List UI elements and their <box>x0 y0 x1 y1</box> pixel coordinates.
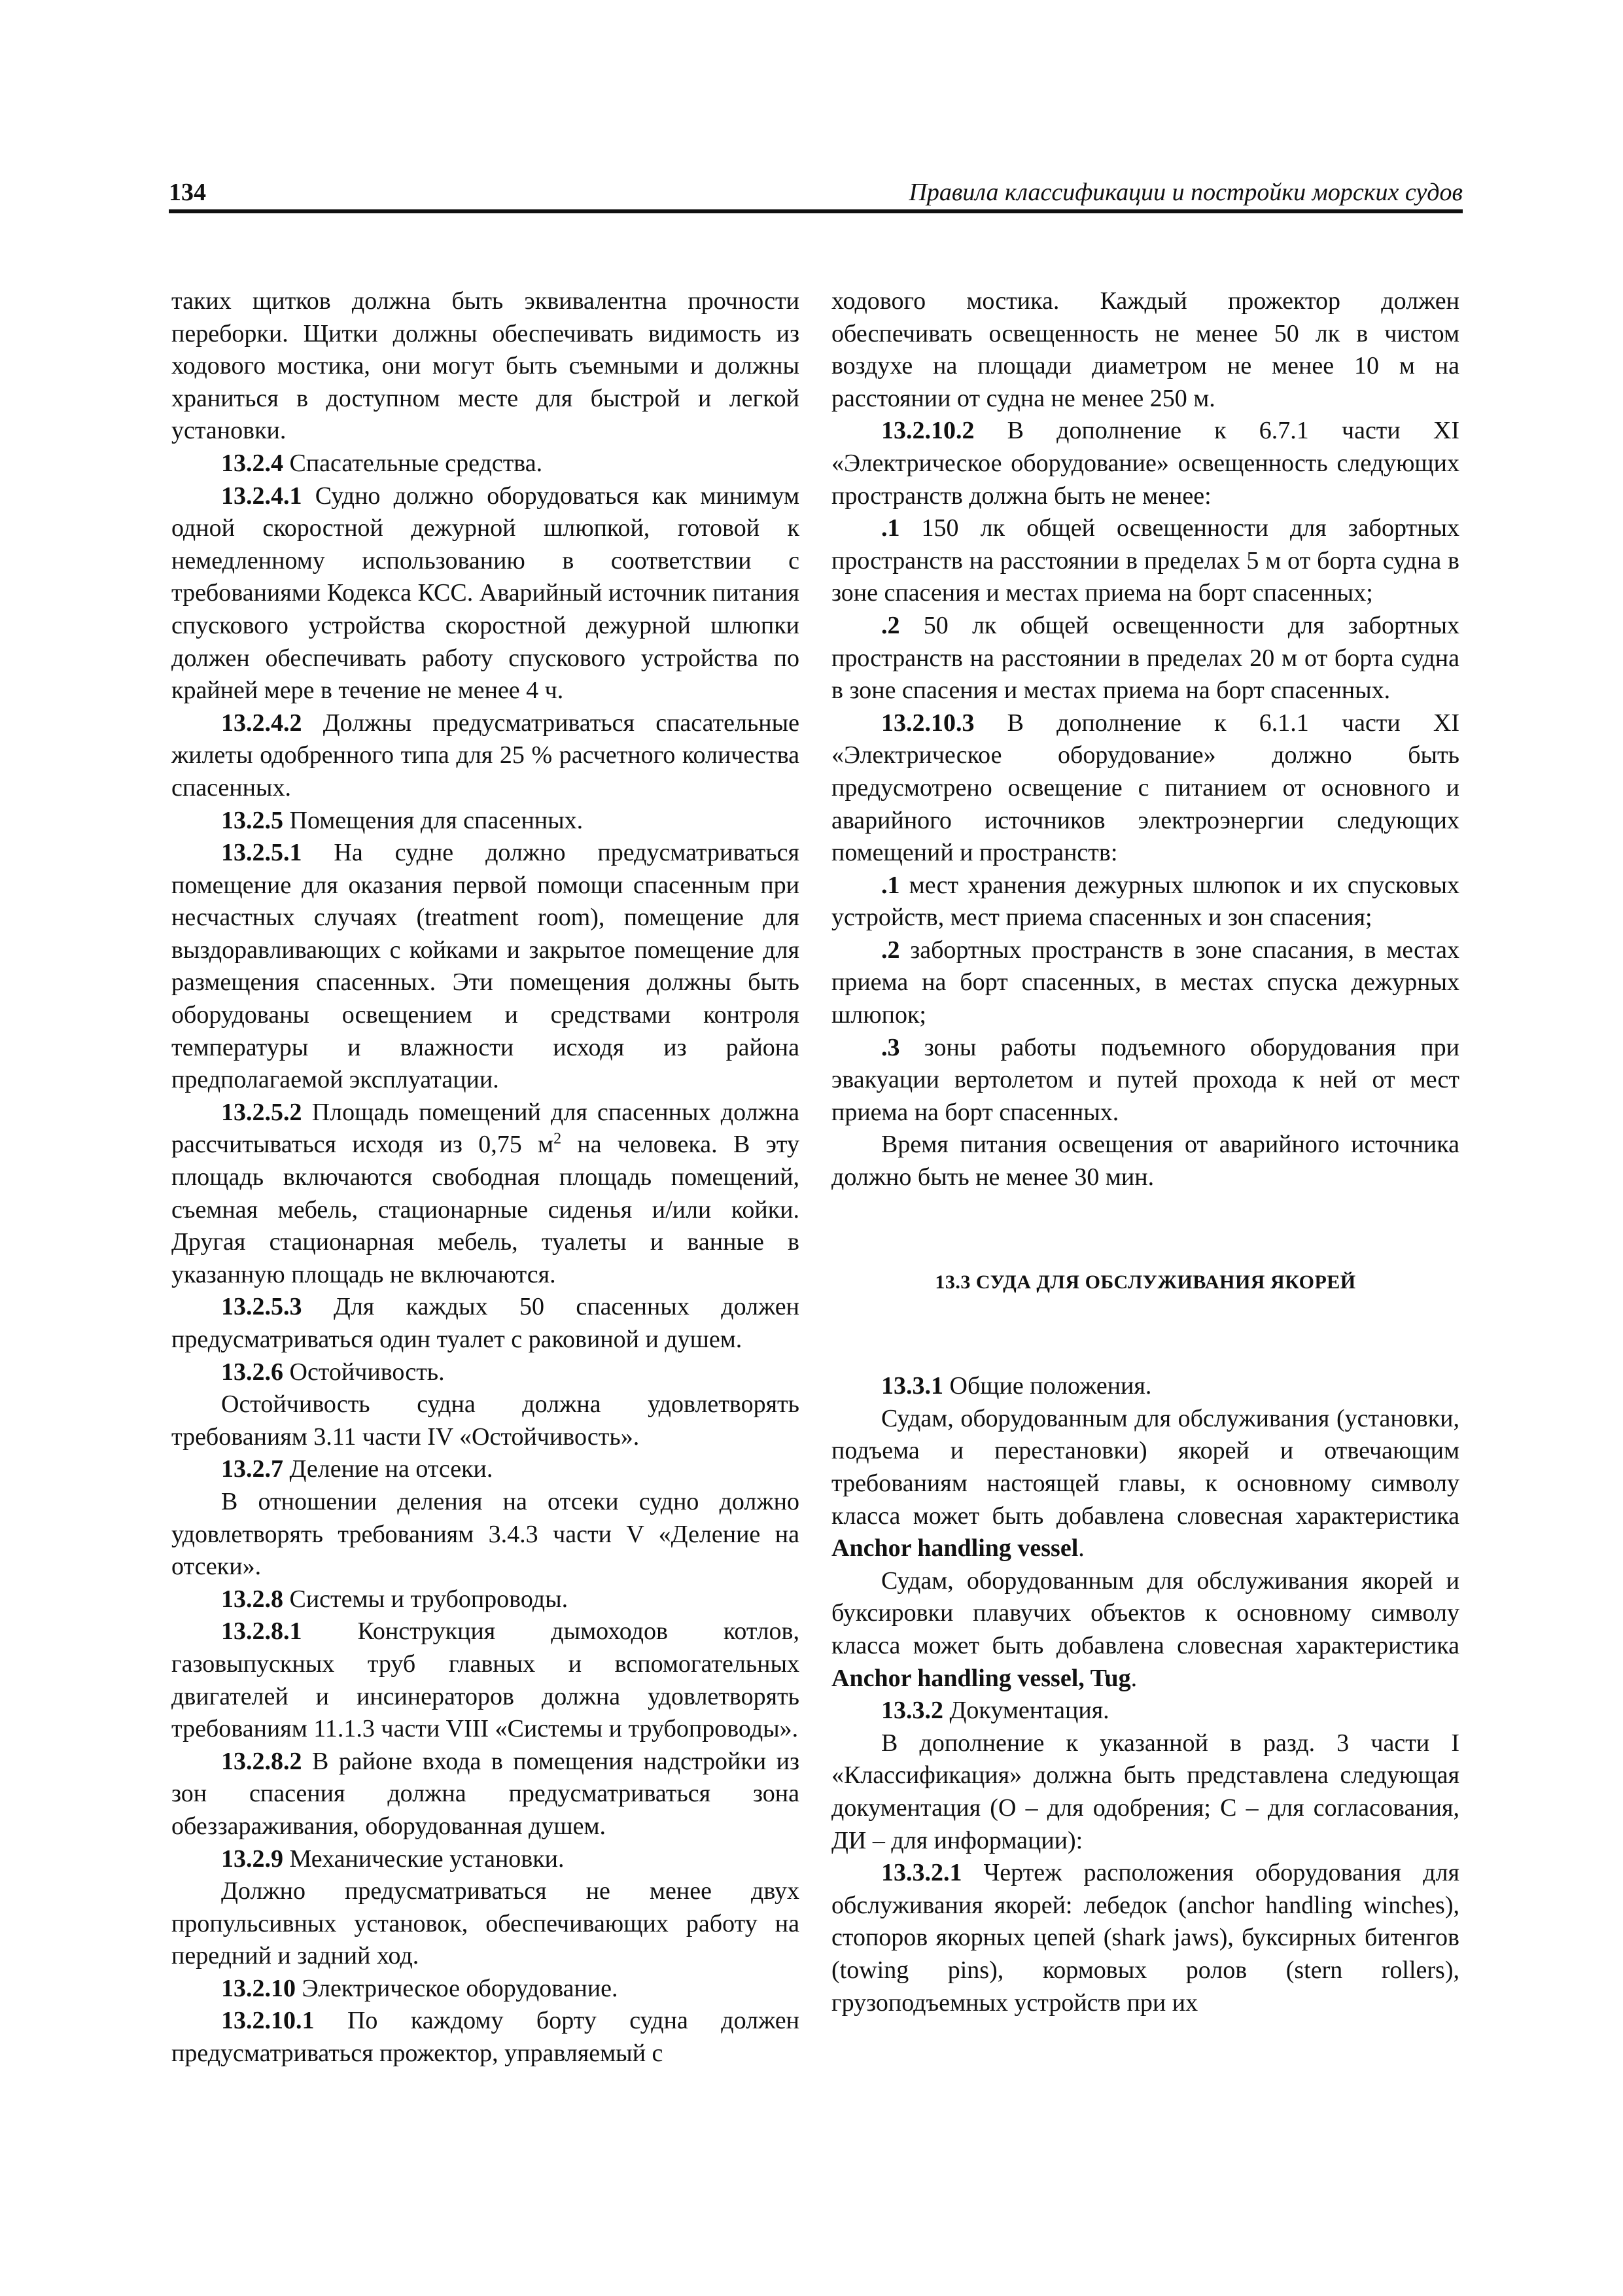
text-run: . <box>1078 1534 1085 1563</box>
running-title: Правила классификации и постройки морских судов <box>909 179 1463 206</box>
bold-text: 13.2.10.3 <box>881 709 975 737</box>
bold-text: 13.2.4.1 <box>221 482 302 510</box>
bold-text: 13.2.8 <box>221 1585 283 1613</box>
bold-text: 13.2.9 <box>221 1845 283 1873</box>
paragraph <box>171 1746 799 1843</box>
bold-text: 13.3.2.1 <box>881 1859 962 1887</box>
paragraph <box>831 1727 1459 1857</box>
paragraph <box>831 707 1459 870</box>
text-run: Помещения для спасенных. <box>283 806 584 834</box>
text-run: Механические установки. <box>283 1845 565 1873</box>
paragraph <box>831 1129 1459 1193</box>
text-run: Общие положения. <box>943 1372 1152 1400</box>
text-run: На судне должно предусматриваться помещение для оказания первой помощи спасенным при несчастных случаях (treatment room), помещение для выздоравливающих с койками и закрытое помещение для размещения спасенных. Эти помещения должны быть оборудованы освещением и средствами контроля температуры и влажности исходя из района предполагаемой эксплуатации. <box>171 839 799 1094</box>
paragraph <box>171 1616 799 1745</box>
text-run: забортных пространств в зоне спасания, в местах приема на борт спасенных, в местах спуска дежурных шлюпок; <box>831 936 1459 1029</box>
text-run: Время питания освещения от аварийного источника должно быть не менее 30 мин. <box>831 1131 1459 1192</box>
bold-text: 13.2.5.2 <box>221 1098 302 1126</box>
bold-text: .1 <box>881 514 900 542</box>
section-title: 13.3 СУДА ДЛЯ ОБСЛУЖИВАНИЯ ЯКОРЕЙ <box>935 1271 1356 1293</box>
text-run: Системы и трубопроводы. <box>283 1585 568 1613</box>
text-run: зоны работы подъемного оборудования при эвакуации вертолетом и путей прохода к ней от мест приема на борт спасенных. <box>831 1033 1459 1126</box>
right-column-bottom <box>831 1370 1459 2019</box>
text-run: Остойчивость судна должна удовлетворять требованиям 3.11 части IV «Остойчивость». <box>171 1390 799 1451</box>
paragraph <box>171 1583 799 1616</box>
bold-text: 13.2.4.2 <box>221 709 302 737</box>
text-run: мест хранения дежурных шлюпок и их спусковых устройств, мест приема спасенных и зон спасения; <box>831 871 1459 932</box>
bold-text: .2 <box>881 936 900 964</box>
paragraph <box>171 448 799 480</box>
text-run: Остойчивость. <box>283 1358 445 1386</box>
right-column <box>831 285 1459 2019</box>
bold-text: 13.2.10.1 <box>221 2007 315 2035</box>
text-run: В отношении деления на отсеки судно должно удовлетворять требованиям 3.4.3 части V «Деление на отсеки». <box>171 1487 799 1581</box>
bold-text: .3 <box>881 1033 900 1061</box>
paragraph <box>171 1388 799 1453</box>
paragraph <box>171 1097 799 1292</box>
paragraph <box>171 1973 799 2005</box>
paragraph <box>171 285 799 448</box>
bold-text: 13.2.4 <box>221 449 283 477</box>
bold-text: 13.2.10.2 <box>881 417 975 445</box>
paragraph <box>831 1565 1459 1695</box>
paragraph <box>831 870 1459 934</box>
paragraph <box>171 1356 799 1389</box>
bold-text: 13.3.1 <box>881 1372 943 1400</box>
bold-text: 13.2.8.2 <box>221 1747 302 1775</box>
text-run: В районе входа в помещения надстройки из зон спасения должна предусматриваться зона обеззараживания, оборудованная душем. <box>171 1747 799 1840</box>
paragraph <box>171 707 799 805</box>
bold-text: 13.2.7 <box>221 1455 283 1483</box>
paragraph <box>831 1695 1459 1727</box>
paragraph <box>831 285 1459 415</box>
text-run: ходового мостика. Каждый прожектор должен обеспечивать освещенность не менее 50 лк в чистом воздухе на площади диаметром не менее 10 м на расстоянии от судна не менее 250 м. <box>831 287 1459 412</box>
bold-text: 13.3.2 <box>881 1697 943 1725</box>
paragraph <box>171 1453 799 1486</box>
text-run: В дополнение к 6.1.1 части XI «Электрическое оборудование» должно быть предусмотрено освещение с питанием от основного и аварийного источников электроэнергии следующих помещений и пространств: <box>831 709 1459 867</box>
paragraph <box>831 1032 1459 1129</box>
text-run: Для каждых 50 спасенных должен предусматриваться один туалет с раковиной и душем. <box>171 1293 799 1353</box>
text-run: По каждому борту судна должен предусматриваться прожектор, управляемый с <box>171 2007 799 2068</box>
paragraph <box>831 610 1459 707</box>
paragraph <box>831 1370 1459 1403</box>
text-run: Площадь помещений для спасенных должна рассчитываться исходя из 0,75 м <box>171 1098 799 1159</box>
page-header <box>169 175 1463 213</box>
bold-text: 13.2.6 <box>221 1358 283 1386</box>
text-run: 50 лк общей освещенности для забортных пространств на расстоянии в пределах 20 м от борта судна в зоне спасения и местах приема на борт спасенных. <box>831 611 1459 705</box>
paragraph <box>171 1291 799 1356</box>
text-run: Чертеж расположения оборудования для обслуживания якорей: лебедок (anchor handling winches), стопоров якорных цепей (shark jaws), буксирных битенгов (towing pins), кормовых ролов (stern rollers), грузоподъемных устройств при их <box>831 1859 1459 2017</box>
paragraph <box>171 805 799 838</box>
left-column <box>171 285 799 2070</box>
paragraph <box>171 480 799 707</box>
right-column-top <box>831 285 1459 1194</box>
bold-text: 13.2.5 <box>221 806 283 834</box>
text-run: Судно должно оборудоваться как минимум одной скоростной дежурной шлюпкой, готовой к немедленному использованию в соответствии с требованиями Кодекса КСС. Аварийный источник питания спускового устройства скоростной дежурной шлюпки должен обеспечивать работу спускового устройства по крайней мере в течение не менее 4 ч. <box>171 482 799 705</box>
bold-text: 13.2.8.1 <box>221 1617 302 1646</box>
text-run: Документация. <box>943 1697 1109 1725</box>
text-run: В дополнение к 6.7.1 части XI «Электрическое оборудование» освещенность следующих пространств должна быть не менее: <box>831 417 1459 510</box>
text-run: Должно предусматриваться не менее двух пропульсивных установок, обеспечивающих работу на передний и задний ход. <box>171 1877 799 1970</box>
text-run: Деление на отсеки. <box>283 1455 493 1483</box>
text-run: таких щитков должна быть эквивалентна прочности переборки. Щитки должны обеспечивать видимость из ходового мостика, они могут быть съемными и должны храниться в доступном месте для быстрой и легкой установки. <box>171 287 799 445</box>
text-run: на человека. В эту площадь включаются свободная площадь помещений, съемная мебель, стационарные сиденья и/или койки. Другая стационарная мебель, туалеты и ванные в указанную площадь не включаются. <box>171 1131 799 1288</box>
text-run: Должны предусматриваться спасательные жилеты одобренного типа для 25 % расчетного количества спасенных. <box>171 709 799 802</box>
text-run: . <box>1130 1664 1138 1692</box>
paragraph <box>831 1403 1459 1565</box>
bold-text: Anchor handling vessel <box>831 1534 1079 1563</box>
text-run: Электрическое оборудование. <box>296 1974 618 2002</box>
text-run: Судам, оборудованным для обслуживания (установки, подъема и перестановки) якорей и отвечающим требованиям настоящей главы, к основному символу класса может быть добавлена словесная характеристика <box>831 1404 1459 1530</box>
bold-text: .1 <box>881 871 900 899</box>
bold-text: 13.2.10 <box>221 1974 296 2002</box>
paragraph <box>831 415 1459 512</box>
paragraph <box>831 1857 1459 2019</box>
bold-text: 13.2.5.3 <box>221 1293 302 1321</box>
page-number: 134 <box>169 179 206 206</box>
bold-text: 13.2.5.1 <box>221 839 302 867</box>
paragraph <box>171 1843 799 1876</box>
paragraph <box>831 934 1459 1032</box>
paragraph <box>171 1875 799 1973</box>
text-run: 150 лк общей освещенности для забортных пространств на расстоянии в пределах 5 м от борта судна в зоне спасения и местах приема на борт спасенных; <box>831 514 1459 607</box>
text-run: В дополнение к указанной в разд. 3 части I «Классификация» должна быть представлена следующая документация (О – для одобрения; С – для согласования, ДИ – для информации): <box>831 1729 1459 1854</box>
bold-text: Anchor handling vessel, Tug <box>831 1664 1131 1692</box>
superscript: 2 <box>553 1130 562 1148</box>
bold-text: .2 <box>881 611 900 639</box>
text-run: Конструкция дымоходов котлов, газовыпускных труб главных и вспомогательных двигателей и инсинераторов должна удовлетворять требованиям 11.1.3 части VIII «Системы и трубопроводы». <box>171 1617 799 1743</box>
paragraph <box>171 2005 799 2070</box>
paragraph <box>171 837 799 1097</box>
paragraph <box>831 512 1459 610</box>
text-run: Судам, оборудованным для обслуживания якорей и буксировки плавучих объектов к основному символу класса может быть добавлена словесная характеристика <box>831 1566 1459 1659</box>
text-run: Спасательные средства. <box>283 449 543 477</box>
paragraph <box>171 1486 799 1583</box>
